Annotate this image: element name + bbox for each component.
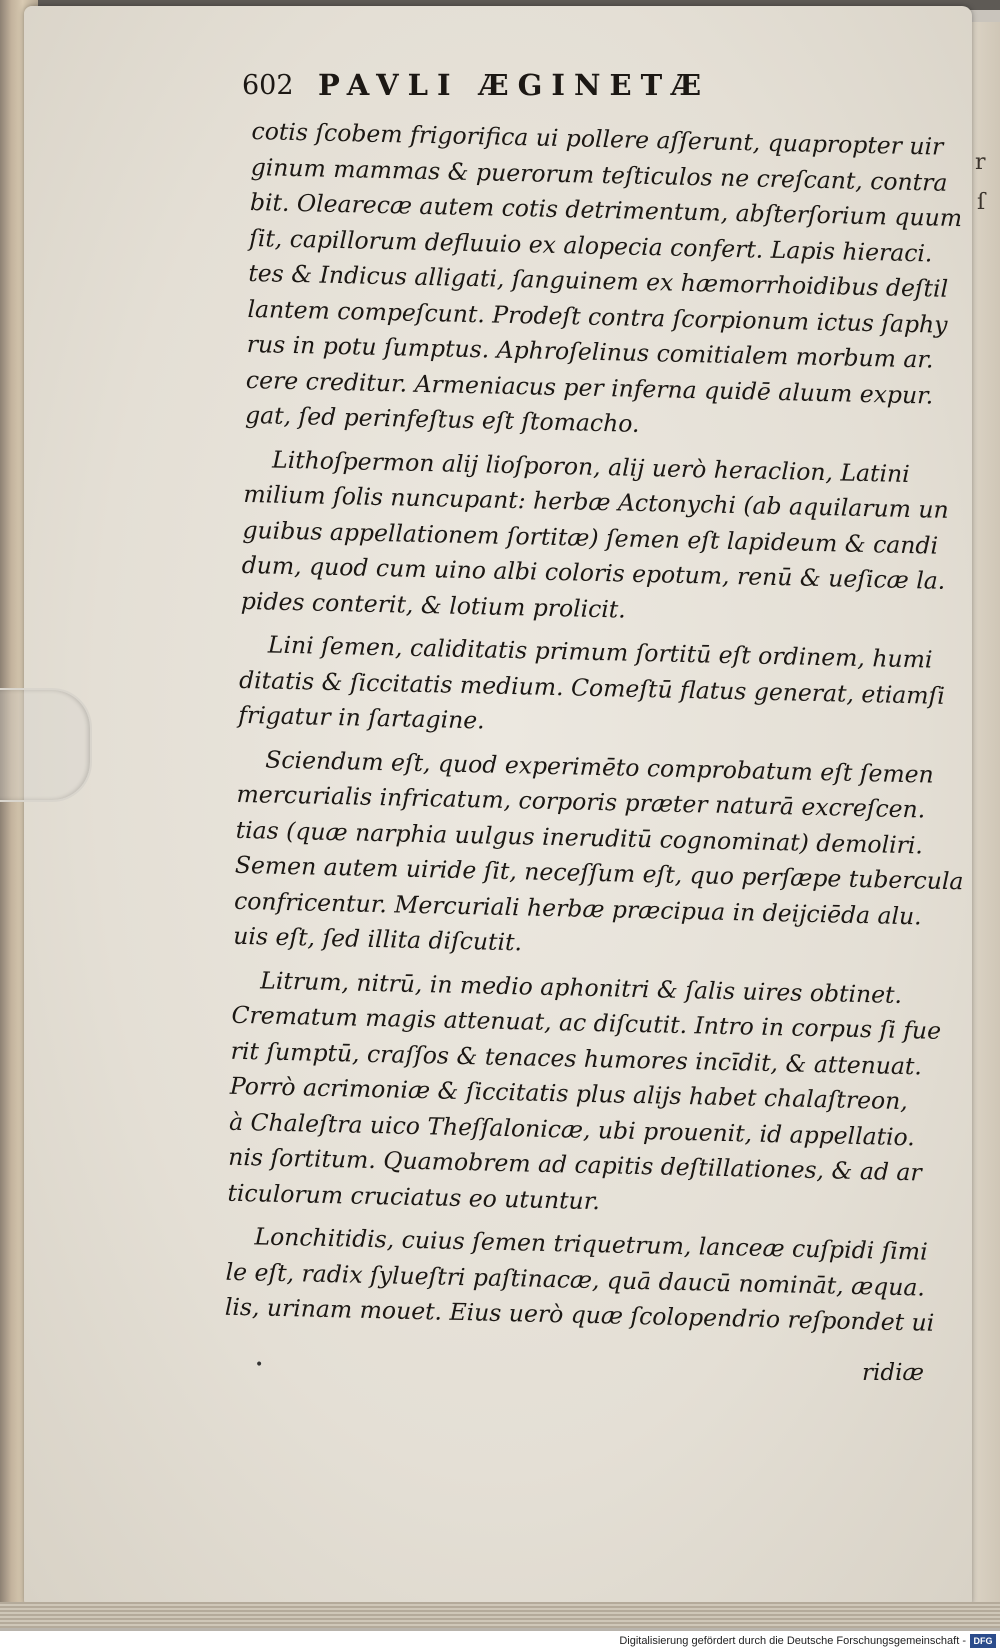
text-line: ginum mammas & puerorum teſticulos ne creſcant, contra (250, 152, 948, 197)
body-text (224, 114, 964, 1340)
text-line: à Chaleſtra uico Theſſalonicæ, ubi prouenit, id appellatio. (228, 1107, 916, 1151)
page-clip (0, 688, 92, 802)
facing-page-edge (968, 22, 1000, 1612)
text-line: lantem compeſcunt. Prodeſt contra ſcorpionum ictus ſaphy (247, 294, 948, 339)
dfg-logo[interactable]: DFG (970, 1634, 996, 1648)
text-line: milium ſolis nuncupant: herbæ Actonychi (ab aquilarum un (243, 479, 949, 524)
stray-mark: • (255, 1357, 264, 1373)
facing-page-glyph: ſ (977, 190, 986, 215)
credit-text: Digitalisierung gefördert durch die Deutsche Forschungsgemeinschaft - (619, 1635, 966, 1647)
text-line: rus in potu ſumptus. Aphroſelinus comitialem morbum ar. (246, 329, 934, 374)
text-line: nis ſortitum. Quamobrem ad capitis deſtillationes, & ad ar (228, 1142, 922, 1187)
text-line: pides conterit, & lotium prolicit. (240, 586, 627, 624)
text-line: lis, urinam mouet. Eius uerò quæ ſcolopendrio reſpondet ui (224, 1292, 935, 1337)
text-line: tes & Indicus alligati, ſanguinem ex hæmorrhoidibus deſtil (248, 258, 949, 303)
text-line: ditatis & ſiccitatis medium. Comeſtū flatus generat, etiamſi (238, 665, 946, 710)
text-line: Crematum magis attenuat, ac diſcutit. Intro in corpus ſi fue (231, 1000, 942, 1045)
text-line: rit ſumptū, craſſos & tenaces humores incīdit, & attenuat. (230, 1036, 923, 1080)
text-line: dum, quod cum uino albi coloris epotum, renū & ueſicæ la. (241, 550, 946, 595)
text-line: le eſt, radix ſylueſtri paſtinacæ, quā daucū nomināt, æqua. (225, 1257, 926, 1302)
text-line: cere creditur. Armeniacus per inferna quidē aluum expur. (245, 365, 934, 410)
text-line: Semen autem uiride ſit, neceſſum eſt, quo perſæpe tubercula (234, 850, 964, 896)
paragraph-first-line: Litrum, nitrū, in medio aphonitri & ſalis uires obtinet. (260, 965, 903, 1009)
page-header (242, 66, 802, 110)
page-stack-bottom (0, 1602, 1000, 1628)
text-line: tias (quæ narphia uulgus ineruditū cognominat) demoliri. (235, 815, 924, 859)
running-head: PAVLI ÆGINETÆ (318, 68, 711, 102)
text-line: mercurialis infricatum, corporis præter naturā excreſcen. (236, 779, 926, 824)
text-line: bit. Olearecæ autem cotis detrimentum, abſterſorium quum (249, 187, 963, 233)
page-number: 602 (242, 70, 294, 101)
text-line: confricentur. Mercuriali herbæ præcipua in deijciēda alu. (233, 886, 923, 930)
text-line: uis eſt, ſed illita diſcutit. (233, 921, 523, 957)
digitization-credit-bar (0, 1631, 1000, 1651)
facing-page-glyph: r (975, 150, 986, 175)
paragraph-first-line: Lonchitidis, cuius ſemen triquetrum, lanceæ cuſpidi ſimi (254, 1222, 928, 1266)
text-line: guibus appellationem ſortitæ) ſemen eſt lapideum & candi (242, 515, 939, 560)
paragraph-first-line: Lini ſemen, caliditatis primum ſortitū eſt ordinem, humi (267, 630, 933, 674)
text-line: Porrò acrimoniæ & ſiccitatis plus alijs habet chalaſtreon, (229, 1071, 909, 1116)
paragraph-first-line: Sciendum eſt, quod experimēto comprobatum eſt ſemen (265, 744, 935, 789)
text-line: frigatur in ſartagine. (238, 700, 485, 735)
paragraph-first-line: Lithoſpermon alij lioſporon, alij uerò heraclion, Latini (271, 445, 911, 488)
text-line: gat, ſed perinfeſtus eſt ſtomacho. (244, 400, 640, 438)
catchword: ridiæ (862, 1360, 925, 1386)
text-line: cotis ſcobem frigorifica ui pollere aſſerunt, quapropter uir (251, 116, 944, 161)
text-line: ticulorum cruciatus eo utuntur. (227, 1178, 601, 1215)
text-line: ſit, capillorum defluuio ex alopecia confert. Lapis hieraci. (248, 223, 933, 267)
